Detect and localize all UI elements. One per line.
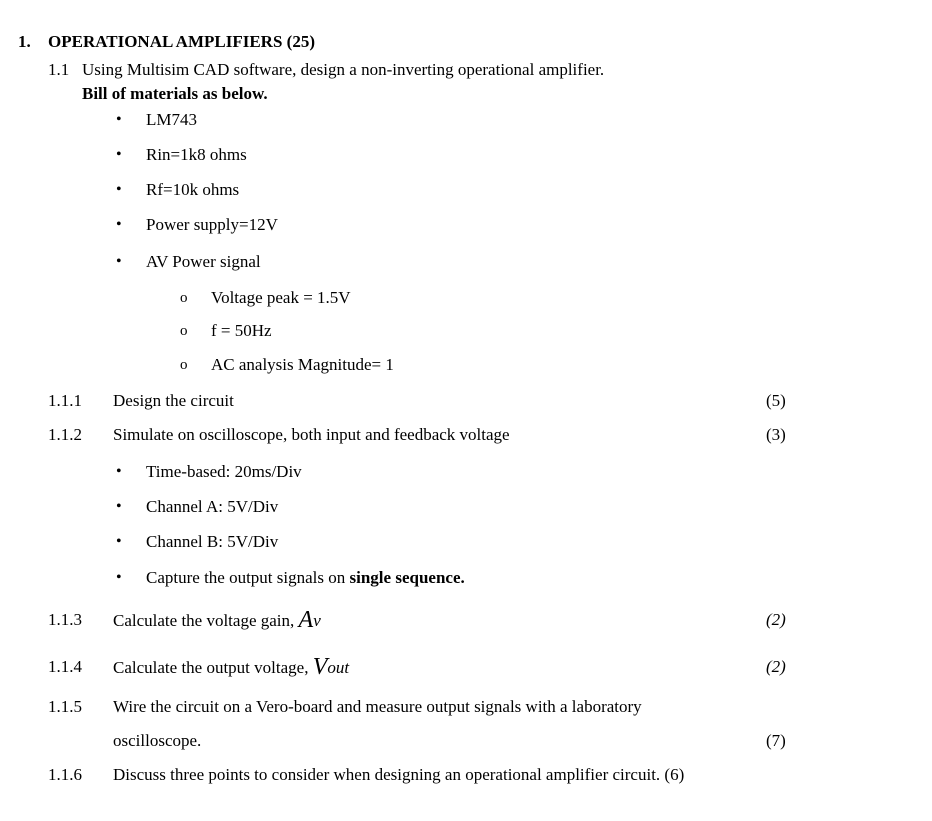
bullet-icon: • (116, 533, 122, 550)
question-1-1-5-number: 1.1.5 (48, 697, 82, 716)
question-1-1-3-number: 1.1.3 (48, 610, 82, 629)
circle-bullet-icon: o (180, 323, 188, 339)
signal-item: Voltage peak = 1.5V (211, 288, 351, 307)
bom-item: LM743 (146, 110, 197, 129)
bom-item: Power supply=12V (146, 215, 278, 234)
bullet-icon: • (116, 253, 122, 270)
question-1-1-5-mark: (7) (766, 731, 786, 750)
question-1-1-2-number: 1.1.2 (48, 425, 82, 444)
question-1-1-6-number: 1.1.6 (48, 765, 82, 784)
question-1-1-4-mark: (2) (766, 657, 786, 676)
question-1-1-4-label: Calculate the output voltage, (113, 658, 313, 677)
question-1-1-6-text: Discuss three points to consider when designing an operational amplifier circuit. (6) (113, 765, 685, 784)
bullet-icon: • (116, 181, 122, 198)
question-1-1-4-number: 1.1.4 (48, 657, 82, 676)
question-1-1-1-mark: (5) (766, 391, 786, 410)
question-1-1-5-line1: Wire the circuit on a Vero-board and measure output signals with a laboratory (113, 697, 642, 716)
capture-item (146, 568, 465, 588)
signal-item: f = 50Hz (211, 321, 272, 340)
vout-variable-sub: out (327, 658, 350, 677)
section-number: 1. (18, 32, 31, 51)
gain-variable-sub: v (313, 611, 321, 630)
scope-item: Channel B: 5V/Div (146, 532, 279, 551)
question-1-1-text: Using Multisim CAD software, design a non-inverting operational amplifier. (82, 60, 605, 79)
question-1-1-3-mark: (2) (766, 610, 786, 629)
bom-item: Rin=1k8 ohms (146, 145, 247, 164)
question-1-1-2-text: Simulate on oscilloscope, both input and feedback voltage (113, 425, 510, 444)
bullet-icon: • (116, 216, 122, 233)
bullet-icon: • (116, 463, 122, 480)
scope-item: Channel A: 5V/Div (146, 497, 279, 516)
gain-variable: A (298, 607, 314, 633)
capture-text: Capture the output signals on (146, 568, 350, 587)
question-1-1-3-label: Calculate the voltage gain, (113, 611, 299, 630)
bullet-icon: • (116, 498, 122, 515)
bom-heading: Bill of materials as below. (82, 84, 268, 103)
question-1-1-3-text (113, 607, 321, 633)
bullet-icon: • (116, 111, 122, 128)
circle-bullet-icon: o (180, 357, 188, 373)
bom-item: AV Power signal (146, 252, 261, 271)
question-1-1-5-line2: oscilloscope. (113, 731, 202, 750)
section-title: OPERATIONAL AMPLIFIERS (25) (48, 32, 315, 51)
scope-item: Time-based: 20ms/Div (146, 462, 302, 481)
vout-variable: V (312, 654, 328, 680)
question-1-1-1-text: Design the circuit (113, 391, 234, 410)
circle-bullet-icon: o (180, 290, 188, 306)
bom-item: Rf=10k ohms (146, 180, 240, 199)
question-1-1-number: 1.1 (48, 60, 70, 79)
question-1-1-1-number: 1.1.1 (48, 391, 82, 410)
question-1-1-2-mark: (3) (766, 425, 786, 444)
capture-bold-text: single sequence. (349, 568, 465, 587)
bullet-icon: • (116, 146, 122, 163)
bullet-icon: • (116, 569, 122, 586)
signal-item: AC analysis Magnitude= 1 (211, 355, 394, 374)
question-1-1-4-text (113, 654, 350, 680)
